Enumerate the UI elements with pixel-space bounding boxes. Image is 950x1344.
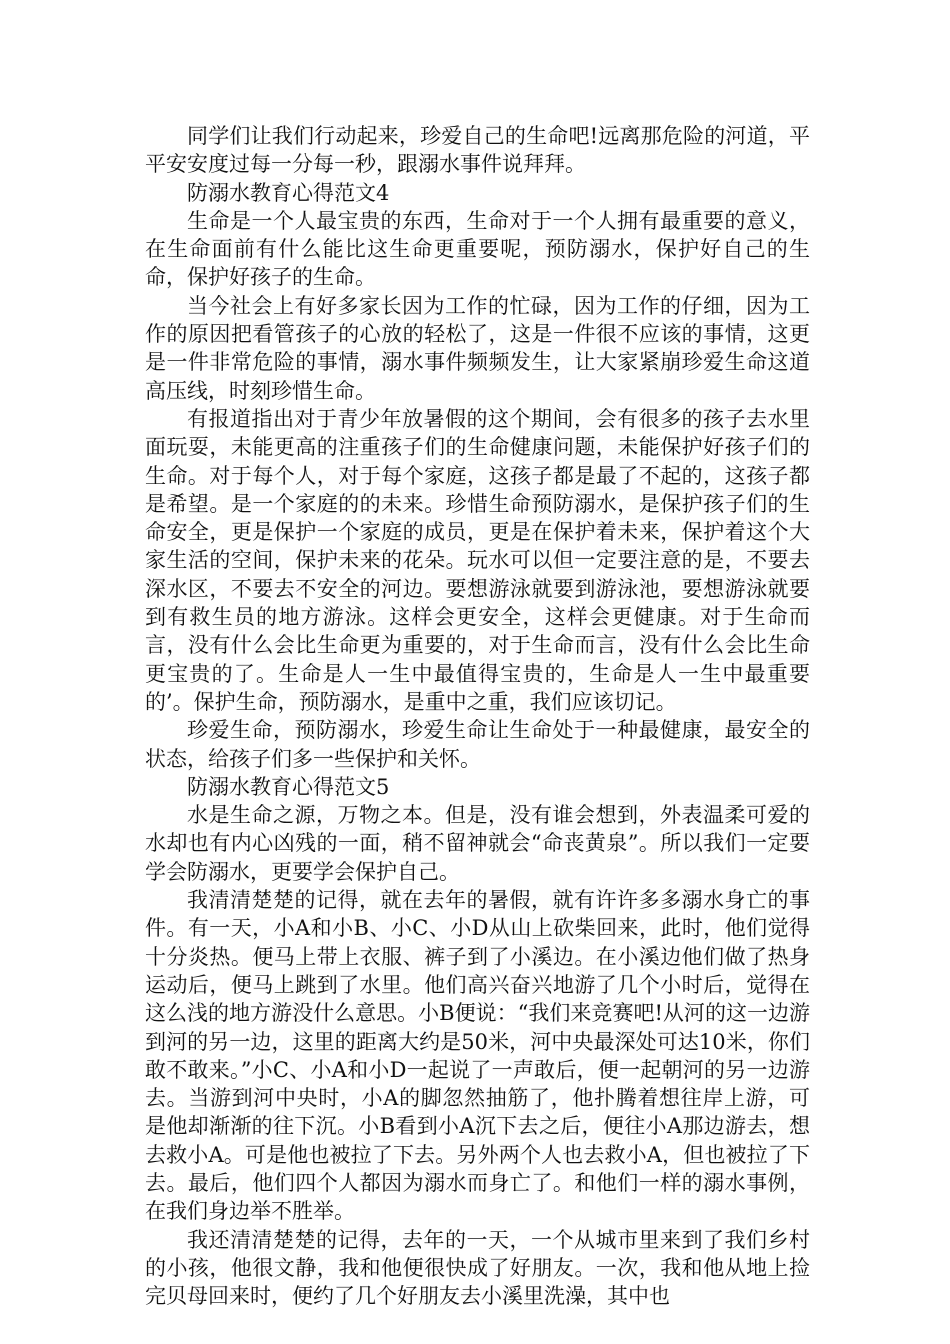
paragraph-summer-vacation: 有报道指出对于青少年放暑假的这个期间，会有很多的孩子去水里面玩耍，未能更高的注重孩子们的生命健康问题，未能保护好孩子们的生命。对于每个人，对于每个家庭，这孩子都是最了不起的，这孩子都是希望。是一个家庭的的未来。珍惜生命预防溺水，是保护孩子们的生命安全，更是保护一个家庭的成员，更是在保护着未来，保护着这个大家生活的空间，保护未来的花朵。玩水可以但一定要注意的是，不要去深水区，不要去不安全的河边。要想游泳就要到游泳池，要想游泳就要到有救生员的地方游泳。这样会更安全，这样会更健康。对于生命而言，没有什么会比生命更为重要的，对于生命而言，没有什么会比生命更宝贵的了。生命是人一生中最值得宝贵的，生命是人一生中最重要的’。保护生命，预防溺水，是重中之重，我们应该切记。 <box>145 406 810 714</box>
section-heading-sample-4: 防溺水教育心得范文4 <box>187 180 390 205</box>
paragraph-cherish-life: 珍爱生命，预防溺水，珍爱生命让生命处于一种最健康，最安全的状态，给孩子们多一些保护和关怀。 <box>145 718 810 771</box>
paragraph-intro-closing: 同学们让我们行动起来，珍爱自己的生命吧!远离那危险的河道，平平安安度过每一分每一秒，跟溺水事件说拜拜。 <box>145 124 810 177</box>
section-heading-sample-5: 防溺水教育心得范文5 <box>187 774 390 799</box>
paragraph-drowning-story: 我清清楚楚的记得，就在去年的暑假，就有许许多多溺水身亡的事件。有一天，小A和小B、小C、小D从山上砍柴回来，此时，他们觉得十分炎热。便马上带上衣服、裤子到了小溪边。在小溪边他们做了热身运动后，便马上跳到了水里。他们高兴奋兴地游了几个小时后，觉得在这么浅的地方游没什么意思。小B便说：“我们来竞赛吧!从河的这一边游到河的另一边，这里的距离大约是50米，河中央最深处可达10米，你们敢不敢来。”小C、小A和小D一起说了一声敢后，便一起朝河的另一边游去。当游到河中央时，小A的脚忽然抽筋了，他扑腾着想往岸上游，可是他却渐渐的往下沉。小B看到小A沉下去之后，便往小A那边游去，想去救小A。可是他也被拉了下去。另外两个人也去救小A，但也被拉了下去。最后，他们四个人都因为溺水而身亡了。和他们一样的溺水事例，在我们身边举不胜举。 <box>145 888 810 1224</box>
paragraph-city-friend: 我还清清楚楚的记得，去年的一天，一个从城市里来到了我们乡村的小孩，他很文静，我和他便很快成了好朋友。一次，我和他从地上捡完贝母回来时，便约了几个好朋友去小溪里洗澡，其中也 <box>145 1227 810 1309</box>
document-page <box>145 122 810 1310</box>
paragraph-busy-parents: 当今社会上有好多家长因为工作的忙碌，因为工作的仔细，因为工作的原因把看管孩子的心放的轻松了，这是一件很不应该的事情，这更是一件非常危险的事情，溺水事件频频发生，让大家紧崩珍爱生命这道高压线，时刻珍惜生命。 <box>145 293 810 403</box>
paragraph-water-source: 水是生命之源，万物之本。但是，没有谁会想到，外表温柔可爱的水却也有内心凶残的一面，稍不留神就会“命丧黄泉”。所以我们一定要学会防溺水，更要学会保护自己。 <box>145 803 810 884</box>
paragraph-life-value: 生命是一个人最宝贵的东西，生命对于一个人拥有最重要的意义，在生命面前有什么能比这生命更重要呢，预防溺水，保护好自己的生命，保护好孩子的生命。 <box>145 208 810 290</box>
